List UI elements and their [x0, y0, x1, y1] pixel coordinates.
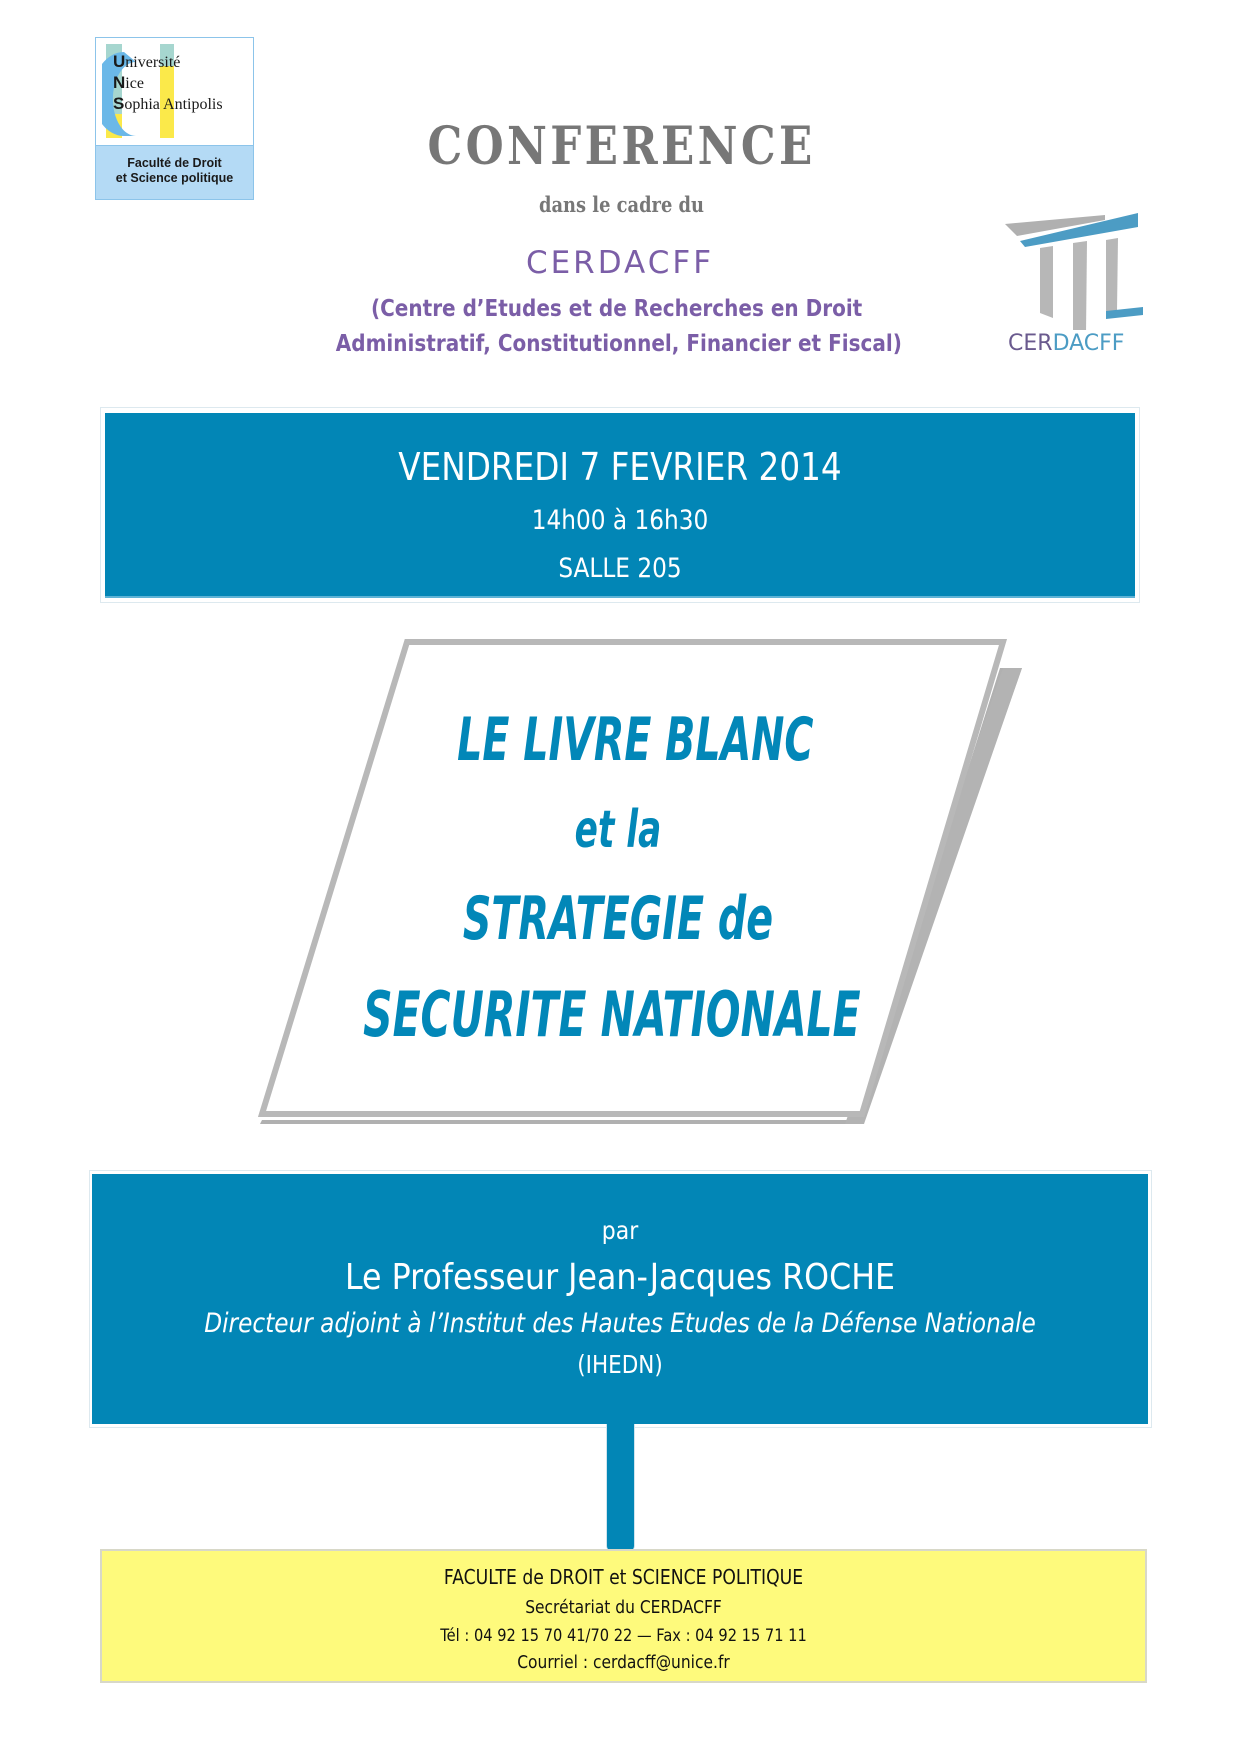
university-name-line3: ophia Antipolis	[124, 96, 223, 113]
conference-title: CONFERENCE	[427, 116, 816, 177]
event-time: 14h00 à 16h30	[531, 505, 709, 536]
contact-box	[100, 1549, 1147, 1683]
research-center-name: CERDACFF	[525, 245, 715, 281]
university-name-line1: niversité	[125, 54, 181, 71]
speaker-name: Le Professeur Jean-Jacques ROCHE	[344, 1257, 896, 1298]
connector-bar	[606, 1424, 635, 1550]
topic-line3: STRATEGIE de	[462, 884, 774, 954]
contact-secretariat: Secrétariat du CERDACFF	[525, 1597, 722, 1618]
topic-line1: LE LIVRE BLANC	[457, 705, 814, 775]
university-initial-s: S	[113, 94, 125, 113]
cerdacff-logo	[1000, 205, 1160, 360]
event-room: SALLE 205	[558, 553, 682, 584]
contact-email[interactable]: Courriel : cerdacff@unice.fr	[517, 1652, 730, 1673]
speaker-role: Directeur adjoint à l’Institut des Hautes Etudes de la Défense Nationale	[204, 1308, 1036, 1339]
speaker-box	[92, 1174, 1148, 1424]
cerdacff-logo-text	[1008, 331, 1124, 356]
contact-phone-fax: Tél : 04 92 15 70 41/70 22 — Fax : 04 92 15 71 11	[440, 1626, 807, 1646]
cerdacff-logo-text-part1: CER	[1008, 331, 1053, 356]
faculty-name-line2: et Science politique	[115, 171, 234, 185]
cerdacff-logo-text-part2: DACFF	[1052, 331, 1125, 356]
event-date: VENDREDI 7 FEVRIER 2014	[398, 445, 842, 489]
columns-icon	[1000, 205, 1160, 330]
speaker-by-label: par	[601, 1216, 639, 1245]
event-date-box	[105, 413, 1135, 598]
conference-subtitle: dans le cadre du	[538, 192, 704, 217]
university-initial-n: N	[113, 73, 126, 92]
research-center-full-name-line1: (Centre d’Etudes et de Recherches en Droit	[370, 296, 863, 322]
university-initial-u: U	[113, 52, 126, 71]
faculty-name-line1: Faculté de Droit	[127, 156, 222, 170]
speaker-institution-acronym: (IHEDN)	[577, 1350, 663, 1379]
topic-line4: SECURITE NATIONALE	[363, 978, 861, 1051]
contact-faculty: FACULTE de DROIT et SCIENCE POLITIQUE	[443, 1565, 804, 1589]
university-name	[113, 52, 223, 115]
topic-line2: et la	[574, 800, 662, 860]
university-name-line2: ice	[125, 75, 144, 92]
research-center-full-name-line2: Administratif, Constitutionnel, Financier et Fiscal)	[335, 331, 902, 357]
